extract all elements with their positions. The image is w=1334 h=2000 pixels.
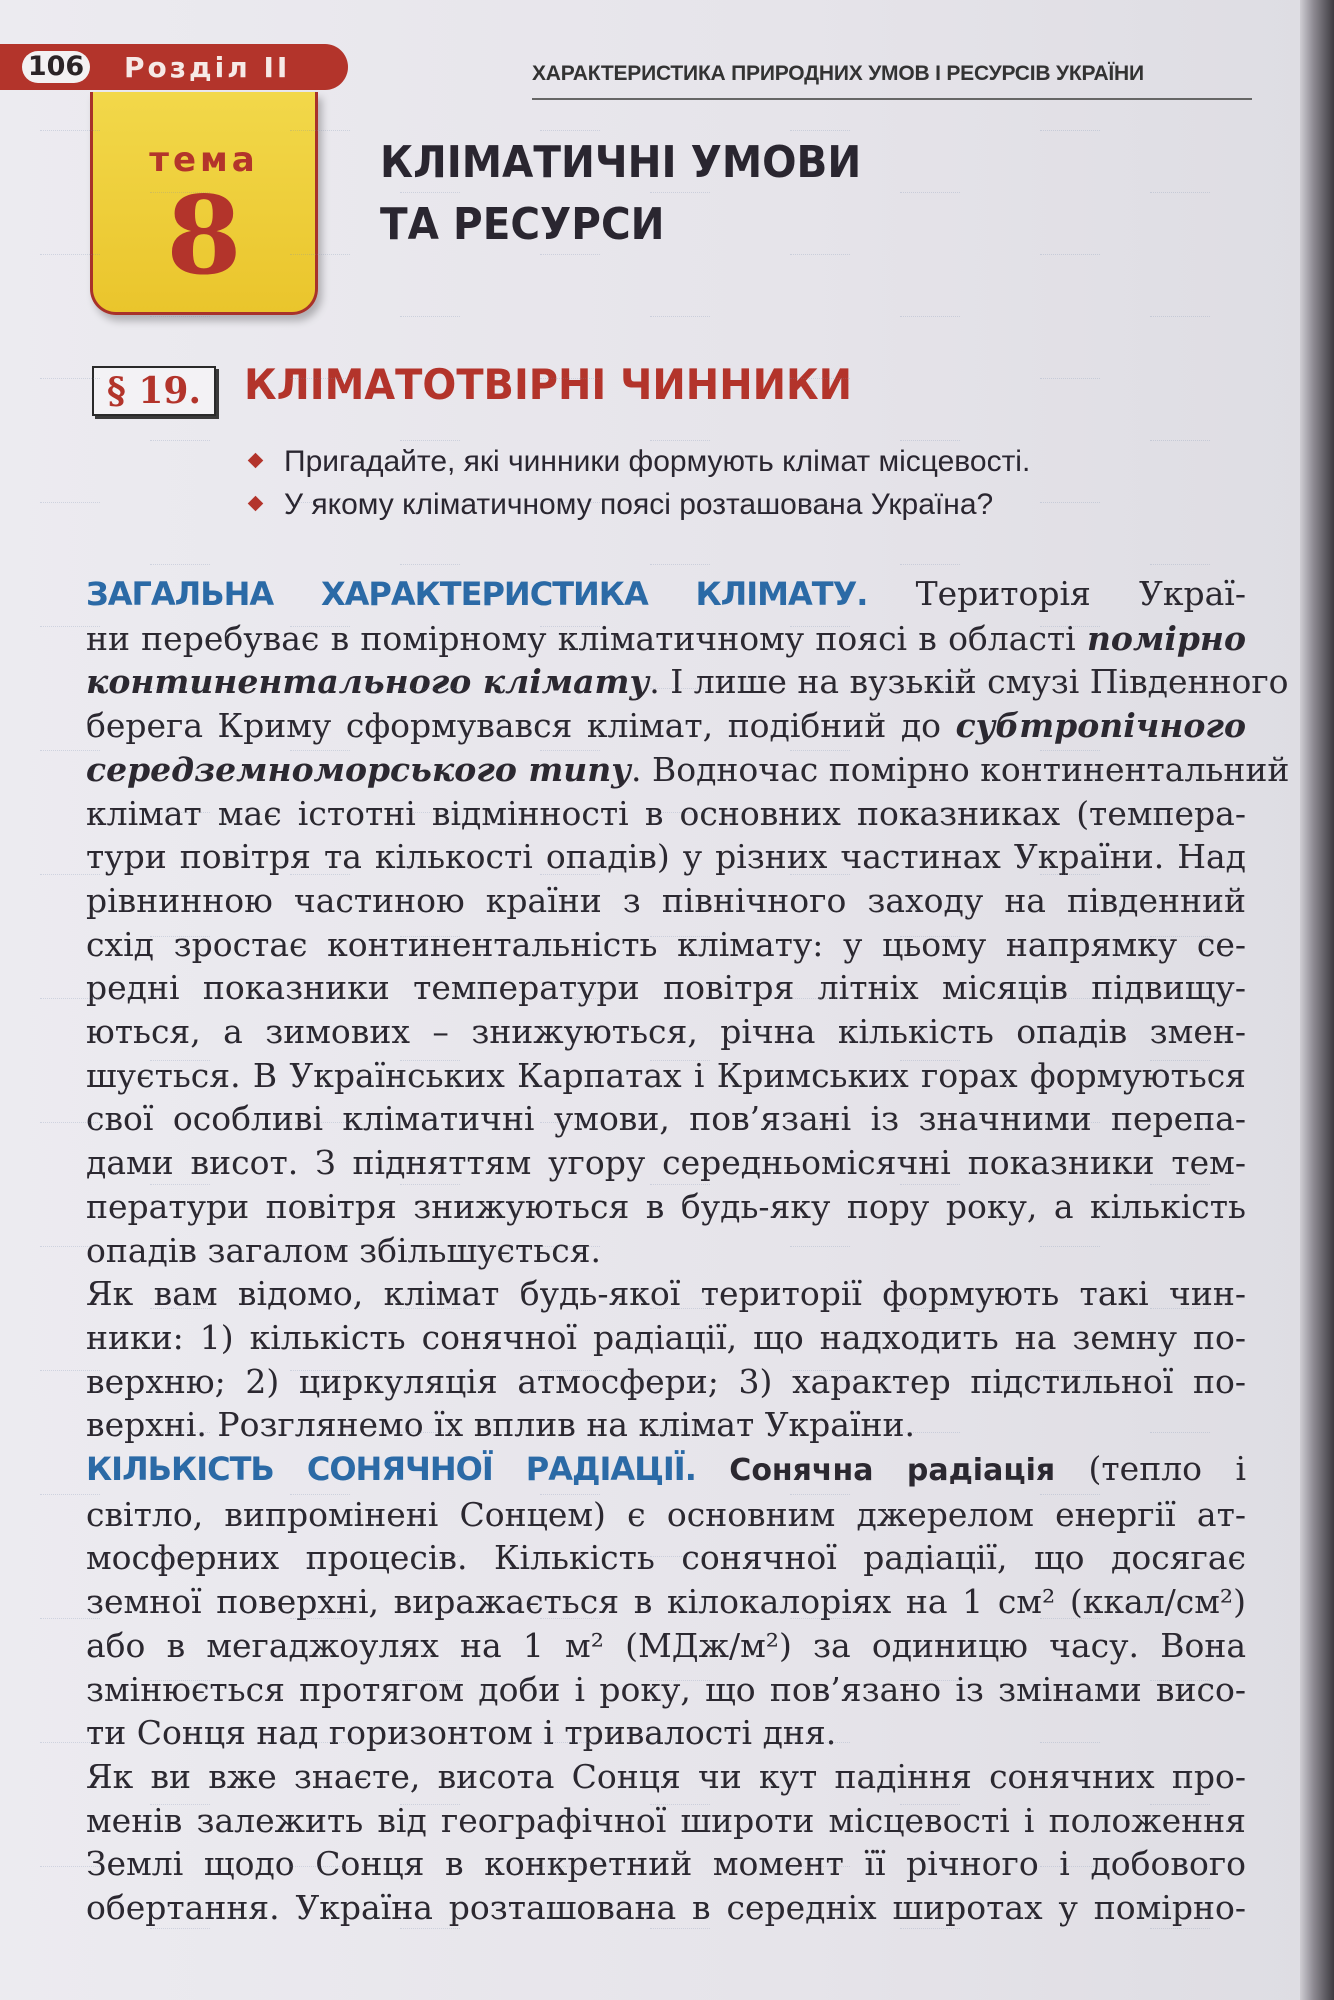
text-run: ються, а зимових – знижуються, річна кількість опадів змен- [86, 1012, 1246, 1052]
text-line [86, 1668, 1246, 1712]
topic-title-line-1: КЛІМАТИЧНІ УМОВИ [380, 137, 862, 188]
text-run: ператури повітря знижуються в будь-яку пору року, а кількість [86, 1186, 1246, 1226]
text-line [86, 879, 1246, 923]
paragraph-number: § 19. [92, 366, 216, 416]
text-run: ї- [1224, 574, 1247, 613]
text-run: Як ви вже знаєте, висота Сонця чи кут падіння сонячних про- [86, 1756, 1246, 1796]
emphasis-text: помірно [1086, 618, 1246, 658]
question-item [244, 483, 1244, 526]
page-number: 106 [22, 51, 90, 83]
text-line [86, 1054, 1246, 1098]
topic-title-line-2: ТА РЕСУРСИ [380, 199, 665, 250]
emphasis-text: середземноморського типу [86, 749, 631, 789]
subsection-heading: КІЛЬКІСТЬ СОНЯЧНОЇ РАДІАЦІЇ. [86, 1450, 696, 1489]
theme-number: 8 [166, 173, 242, 299]
text-line [86, 1360, 1246, 1404]
text-line [86, 792, 1246, 836]
text-run: світло, випромінені Сонцем) є основним джерелом енергії ат- [86, 1494, 1246, 1534]
text-line [86, 572, 1246, 617]
text-line [86, 1799, 1246, 1843]
question-text: Пригадайте, які чинники формують клімат місцевості. [284, 445, 1031, 478]
topic-title [380, 132, 861, 256]
review-questions [244, 440, 1244, 526]
text-run: клімат має істотні відмінності в основних показниках (темпера- [86, 793, 1246, 833]
text-run: (тепло і [1055, 1449, 1247, 1489]
question-text: У якому кліматичному поясі розташована Україна? [284, 488, 994, 521]
text-line [86, 1185, 1246, 1229]
text-run: свої особливі кліматичні умови, пов’язані із значними перепа- [86, 1099, 1246, 1139]
text-run: тури повітря та кількості опадів) у різних частинах України. Над [86, 837, 1246, 877]
running-head-rule [532, 98, 1252, 100]
text-run: змінюється протягом доби і року, що пов’язано із змінами висо- [86, 1669, 1246, 1709]
text-run: . Водночас помірно континентальний [630, 749, 1290, 789]
running-head: ХАРАКТЕРИСТИКА ПРИРОДНИХ УМОВ І РЕСУРСІВ УКРАЇНИ [532, 62, 1144, 85]
theme-word: тема [149, 140, 259, 180]
text-line [86, 1141, 1246, 1185]
text-run: шується. В Українських Карпатах і Кримських горах формуються [86, 1055, 1246, 1095]
text-run: земної поверхні, виражається в кілокалоріях на 1 см² (ккал/см²) [86, 1582, 1246, 1622]
text-run: дами висот. З підняттям угору середньомісячні показники тем- [86, 1143, 1246, 1183]
text-line [86, 617, 1246, 661]
section-label: Розділ II [124, 51, 291, 84]
text-run: менів залежить від географічної широти місцевості і положення [86, 1800, 1246, 1840]
text-line [86, 1711, 1246, 1755]
text-run: . І лише на вузькій смузі Південного [649, 662, 1289, 702]
page-edge-shadow [1300, 0, 1334, 2000]
text-run: опадів загалом збільшується. [86, 1230, 602, 1270]
body-text [86, 572, 1290, 1930]
paragraph-title: КЛІМАТОТВІРНІ ЧИННИКИ [244, 360, 852, 409]
question-item [244, 440, 1244, 483]
theme-badge [90, 92, 318, 315]
text-run: Територія Укра [867, 574, 1225, 613]
text-line [86, 1886, 1246, 1930]
text-run: мосферних процесів. Кількість сонячної радіації, що досягає [86, 1538, 1246, 1578]
text-line [86, 1403, 1246, 1447]
text-line [86, 1447, 1246, 1493]
text-run: ти Сонця над горизонтом і тривалості дня. [86, 1713, 837, 1753]
text-line [86, 923, 1246, 967]
text-line [86, 704, 1246, 748]
text-run: верхні. Розглянемо їх вплив на клімат України. [86, 1405, 916, 1445]
subsection-heading: ЗАГАЛЬНА ХАРАКТЕРИСТИКА КЛІМАТУ. [86, 575, 868, 613]
text-line [86, 660, 1289, 704]
text-run: або в мегаджоулях на 1 м² (МДж/м²) за одиницю часу. Вона [86, 1625, 1246, 1665]
emphasis-text: Сонячна радіація [729, 1453, 1056, 1489]
text-line [86, 1842, 1246, 1886]
text-run: ни перебуває в помірному кліматичному поясі в області [86, 618, 1087, 658]
text-run [696, 1449, 729, 1488]
text-line [86, 966, 1246, 1010]
text-line [86, 1536, 1246, 1580]
text-run: редні показники температури повітря літніх місяців підвищу- [86, 968, 1246, 1008]
emphasis-text: континентального клімату [86, 662, 650, 702]
text-line [86, 835, 1246, 879]
diamond-bullet-icon [248, 453, 264, 469]
text-line [86, 1580, 1246, 1624]
text-line [86, 1010, 1246, 1054]
text-run: Як вам відомо, клімат будь-якої території формують такі чин- [86, 1274, 1246, 1314]
text-line [86, 1493, 1246, 1537]
text-run: рівнинною частиною країни з північного заходу на південний [86, 880, 1246, 920]
emphasis-text: субтропічного [955, 706, 1246, 746]
text-run: ники: 1) кількість сонячної радіації, що надходить на земну по- [86, 1317, 1246, 1357]
text-line [86, 1272, 1246, 1316]
text-line [86, 1316, 1246, 1360]
text-line [86, 748, 1290, 792]
text-line [86, 1097, 1246, 1141]
text-line [86, 1229, 1246, 1273]
text-run: берега Криму сформувався клімат, подібний до [86, 706, 956, 746]
text-run: обертання. Україна розташована в середніх широтах у помірно- [86, 1888, 1246, 1928]
text-line [86, 1755, 1246, 1799]
text-run: верхню; 2) циркуляція атмосфери; 3) характер підстильної по- [86, 1361, 1246, 1401]
text-run: Землі щодо Сонця в конкретний момент її річного і добового [86, 1844, 1246, 1884]
text-run: схід зростає континентальність клімату: у цьому напрямку се- [86, 924, 1246, 964]
diamond-bullet-icon [248, 496, 264, 512]
text-line [86, 1624, 1246, 1668]
